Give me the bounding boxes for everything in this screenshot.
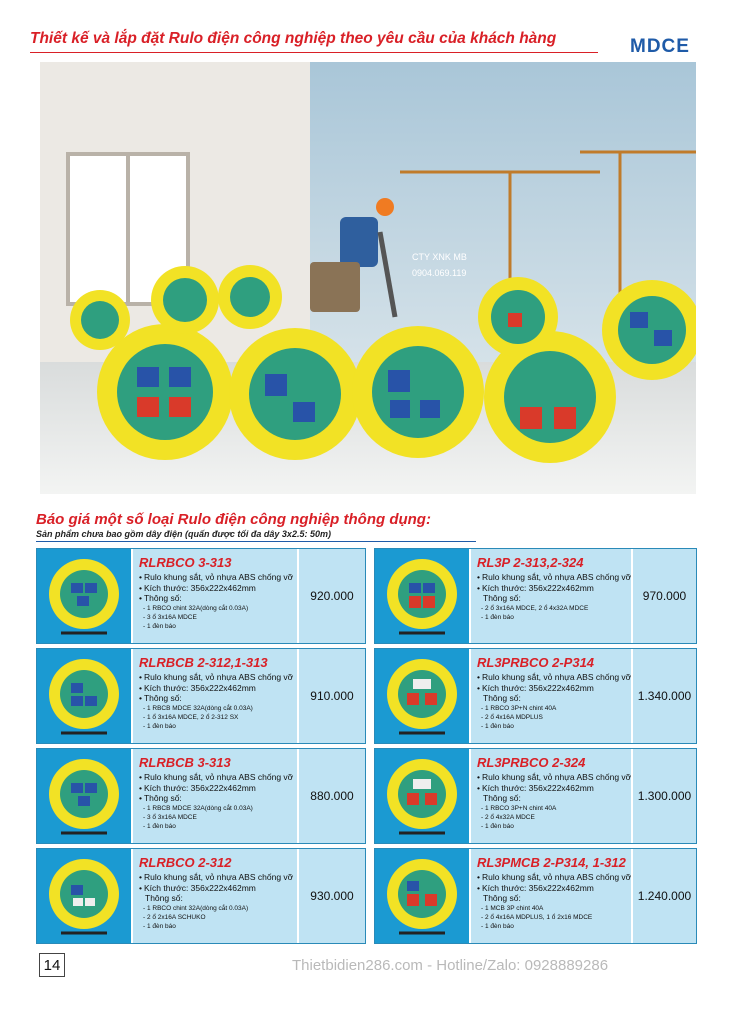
product-row	[36, 548, 366, 644]
product-row	[374, 648, 697, 744]
product-desc: • Rulo khung sắt, vỏ nhựa ABS chống vỡ	[139, 772, 293, 783]
product-price: 1.340.000	[633, 649, 696, 743]
footer-contact: Thietbidien286.com - Hotline/Zalo: 0928889286	[292, 957, 609, 974]
product-spec-item: - 1 đèn báo	[481, 922, 514, 930]
product-spec-item: - 1 RBCO 3P+N chint 40A	[481, 804, 557, 812]
section-subtitle: Sản phẩm chưa bao gồm dây điện (quấn được tối đa dây 3x2.5: 50m)	[36, 529, 331, 539]
product-size: • Kích thước: 356x222x462mm	[477, 783, 627, 794]
watermark-company: CTY XNK MB	[412, 252, 467, 262]
product-row	[36, 648, 366, 744]
product-image	[375, 849, 469, 943]
product-code: RL3PMCB 2-P314, 1-312	[477, 855, 626, 870]
product-spec-item: - 1 đèn báo	[481, 822, 514, 830]
product-image	[375, 749, 469, 843]
product-price: 970.000	[633, 549, 696, 643]
product-spec-item: - 1 đèn báo	[143, 922, 176, 930]
product-code: RLRBCO 2-312	[139, 855, 232, 870]
hero-banner-illustration	[40, 62, 696, 494]
product-price: 910.000	[299, 649, 365, 743]
header-underline	[30, 52, 598, 53]
product-spec-item: - 2 ổ 4x16A MDPLUS	[481, 713, 543, 721]
product-size: • Kích thước: 356x222x462mm	[477, 583, 627, 594]
product-code: RLRBCB 3-313	[139, 755, 231, 770]
product-spec-label: Thông số:	[483, 793, 521, 803]
product-price: 880.000	[299, 749, 365, 843]
product-row	[36, 848, 366, 944]
watermark-phone: 0904.069.119	[412, 268, 467, 278]
product-size: • Kích thước: 356x222x462mm	[139, 683, 293, 694]
product-size: • Kích thước: 356x222x462mm	[139, 783, 293, 794]
product-desc: • Rulo khung sắt, vỏ nhựa ABS chống vỡ	[139, 572, 293, 583]
product-spec-label: Thông số:	[483, 693, 521, 703]
product-desc: • Rulo khung sắt, vỏ nhựa ABS chống vỡ	[477, 672, 627, 683]
product-price: 920.000	[299, 549, 365, 643]
product-spec-label: Thông số:	[483, 893, 521, 903]
product-spec-item: - 1 đèn báo	[481, 722, 514, 730]
section-underline	[36, 541, 476, 542]
product-spec-item: - 1 đèn báo	[143, 622, 176, 630]
product-spec-item: - 2 ổ 4x16A MDPLUS, 1 ổ 2x16 MDCE	[481, 913, 593, 921]
product-price: 930.000	[299, 849, 365, 943]
product-spec-item: - 1 MCB 3P chint 40A	[481, 904, 544, 912]
product-spec-label: • Thông số:	[139, 693, 293, 704]
product-spec-label: • Thông số:	[139, 593, 293, 604]
hero-banner-image	[40, 62, 696, 494]
product-spec-item: - 1 RBCB MDCE 32A(dòng cắt 0.03A)	[143, 804, 253, 812]
product-row	[374, 548, 697, 644]
product-price: 1.300.000	[633, 749, 696, 843]
product-spec-item: - 1 RBCO chint 32A(dòng cắt 0.03A)	[143, 904, 249, 912]
product-code: RLRBCB 2-312,1-313	[139, 655, 268, 670]
product-spec-item: - 3 ổ 3x16A MDCE	[143, 613, 197, 621]
product-image	[375, 549, 469, 643]
page-number: 14	[39, 953, 65, 977]
product-spec-item: - 1 RBCB MDCE 32A(dòng cắt 0.03A)	[143, 704, 253, 712]
product-image	[37, 849, 131, 943]
product-spec-label: Thông số:	[145, 893, 183, 903]
product-spec-item: - 1 đèn báo	[143, 722, 176, 730]
product-image	[37, 649, 131, 743]
section-title: Báo giá một số loại Rulo điện công nghiệp thông dụng:	[36, 511, 431, 528]
product-spec-item: - 2 ổ 4x32A MDCE	[481, 813, 535, 821]
product-desc: • Rulo khung sắt, vỏ nhựa ABS chống vỡ	[139, 872, 293, 883]
product-desc: • Rulo khung sắt, vỏ nhựa ABS chống vỡ	[139, 672, 293, 683]
product-size: • Kích thước: 356x222x462mm	[139, 883, 293, 894]
product-row	[374, 748, 697, 844]
product-code: RL3P 2-313,2-324	[477, 555, 584, 570]
product-spec-item: - 3 ổ 3x16A MDCE	[143, 813, 197, 821]
product-spec-item: - 1 RBCO 3P+N chint 40A	[481, 704, 557, 712]
product-desc: • Rulo khung sắt, vỏ nhựa ABS chống vỡ	[477, 872, 627, 883]
product-spec-label: • Thông số:	[139, 793, 293, 804]
product-code: RL3PRBCO 2-324	[477, 755, 586, 770]
brand-logo: MDCE	[630, 36, 690, 57]
product-image	[37, 749, 131, 843]
price-table	[36, 548, 697, 946]
product-spec-item: - 1 RBCO chint 32A(dòng cắt 0.03A)	[143, 604, 249, 612]
product-desc: • Rulo khung sắt, vỏ nhựa ABS chống vỡ	[477, 772, 627, 783]
product-row	[36, 748, 366, 844]
product-price: 1.240.000	[633, 849, 696, 943]
product-spec-item: - 2 ổ 2x16A SCHUKO	[143, 913, 206, 921]
product-size: • Kích thước: 356x222x462mm	[139, 583, 293, 594]
product-spec-item: - 1 đèn báo	[481, 613, 514, 621]
product-size: • Kích thước: 356x222x462mm	[477, 883, 627, 894]
product-image	[37, 549, 131, 643]
product-code: RL3PRBCO 2-P314	[477, 655, 595, 670]
product-desc: • Rulo khung sắt, vỏ nhựa ABS chống vỡ	[477, 572, 627, 583]
page-header-title: Thiết kế và lắp đặt Rulo điện công nghiệp theo yêu cầu của khách hàng	[30, 30, 557, 47]
product-spec-item: - 1 ổ 3x16A MDCE, 2 ổ 2-312 SX	[143, 713, 239, 721]
product-spec-item: - 2 ổ 3x16A MDCE, 2 ổ 4x32A MDCE	[481, 604, 589, 612]
product-size: • Kích thước: 356x222x462mm	[477, 683, 627, 694]
product-row	[374, 848, 697, 944]
product-code: RLRBCO 3-313	[139, 555, 232, 570]
product-image	[375, 649, 469, 743]
product-spec-label: Thông số:	[483, 593, 521, 603]
product-spec-item: - 1 đèn báo	[143, 822, 176, 830]
